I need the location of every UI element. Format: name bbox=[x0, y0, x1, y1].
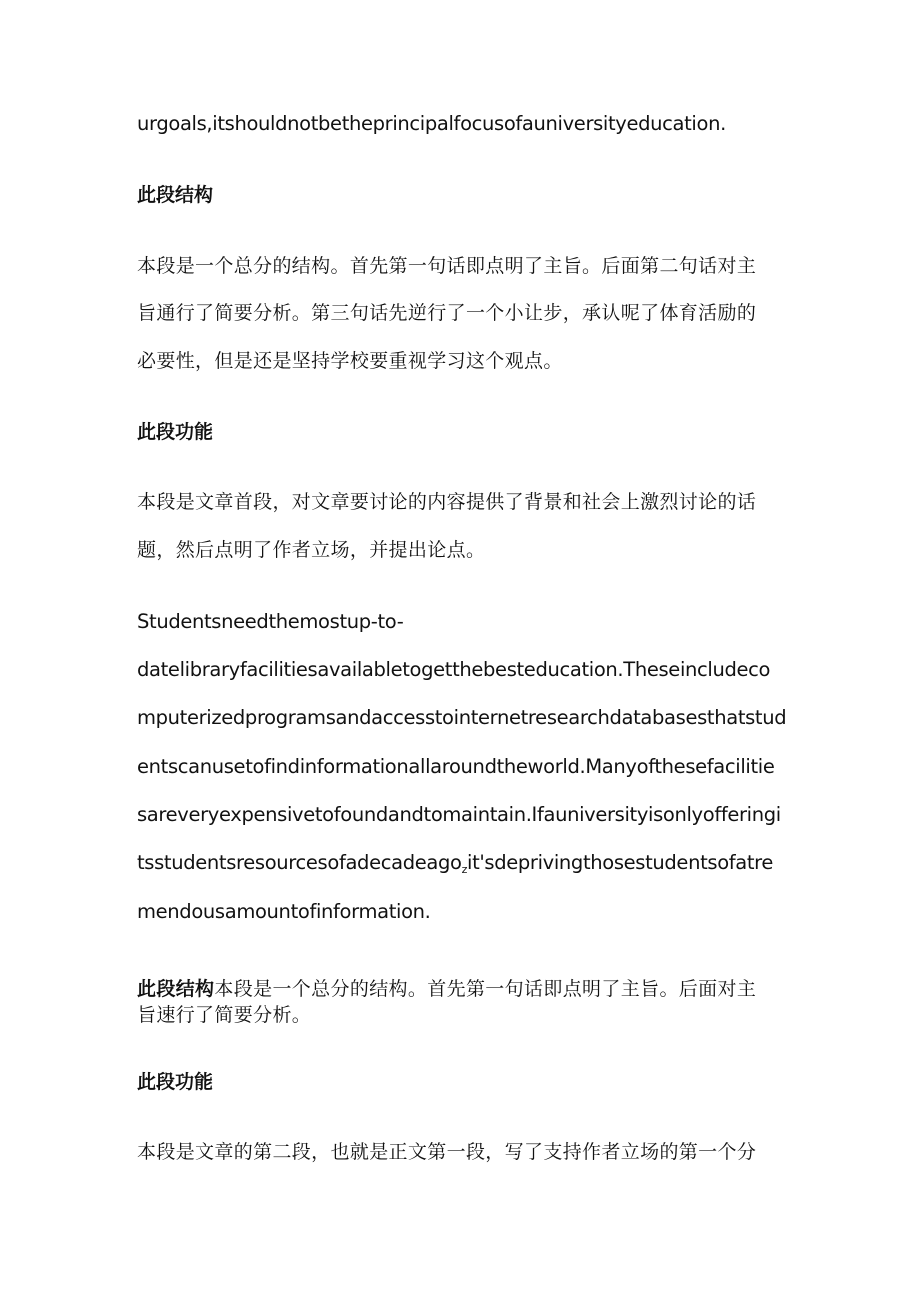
section1-function-line-2: 题，然后点明了作者立场，并提出论点。 bbox=[137, 539, 486, 561]
english-line-2: datelibraryfacilitiesavailabletogetthebesteducation.Theseincludeco bbox=[137, 658, 771, 681]
english-line-6-part-1: tsstudentsresourcesofadecadeago bbox=[137, 851, 462, 874]
section1-structure-line-3: 必要性，但是还是坚持学校要重视学习这个观点。 bbox=[137, 350, 563, 372]
section1-function-heading: 此段功能 bbox=[137, 421, 214, 443]
section1-structure-line-2: 旨通行了简要分析。第三句话先逆行了一个小让步，承认呢了体育活励的 bbox=[137, 302, 757, 324]
section2-structure-heading: 此段结构 bbox=[137, 978, 215, 1000]
section1-structure-heading: 此段结构 bbox=[137, 184, 214, 206]
section2-function-line-1: 本段是文章的第二段，也就是正文第一段，写了支持作者立场的第一个分 bbox=[137, 1141, 757, 1163]
english-line-3: mputerizedprogramsandaccesstointernetresearchdatabasesthatstud bbox=[137, 706, 787, 729]
section2-structure-text: 本段是一个总分的结构。首先第一句话即点明了主旨。后面对主 bbox=[214, 978, 757, 1000]
section1-function-line-1: 本段是文章首段，对文章要讨论的内容提供了背景和社会上激烈讨论的话 bbox=[137, 491, 757, 513]
section2-structure-line-1 bbox=[137, 974, 797, 1001]
english-line-1: Studentsneedthemostup-to- bbox=[137, 610, 404, 633]
english-line-5: sareveryexpensivetofoundandtomaintain.Ifauniversityisonlyofferingi bbox=[137, 803, 781, 826]
english-line-6 bbox=[137, 851, 797, 876]
section2-function-heading: 此段功能 bbox=[137, 1071, 214, 1093]
english-line-7: mendousamountofinformation. bbox=[137, 900, 431, 923]
section1-structure-line-1: 本段是一个总分的结构。首先第一句话即点明了主旨。后面第二句话对主 bbox=[137, 255, 757, 277]
intro-tail-text: urgoals,itshouldnotbetheprincipalfocusofauniversityeducation. bbox=[137, 112, 726, 135]
section2-structure-line-2: 旨速行了简要分析。 bbox=[137, 1004, 312, 1026]
english-line-6-part-2: it'sdeprivingthosestudentsofatre bbox=[467, 851, 774, 874]
english-line-4: entscanusetofindinformationallaroundtheworld.Manyofthesefacilitie bbox=[137, 755, 775, 778]
english-line-6-subscript: z bbox=[461, 863, 468, 876]
